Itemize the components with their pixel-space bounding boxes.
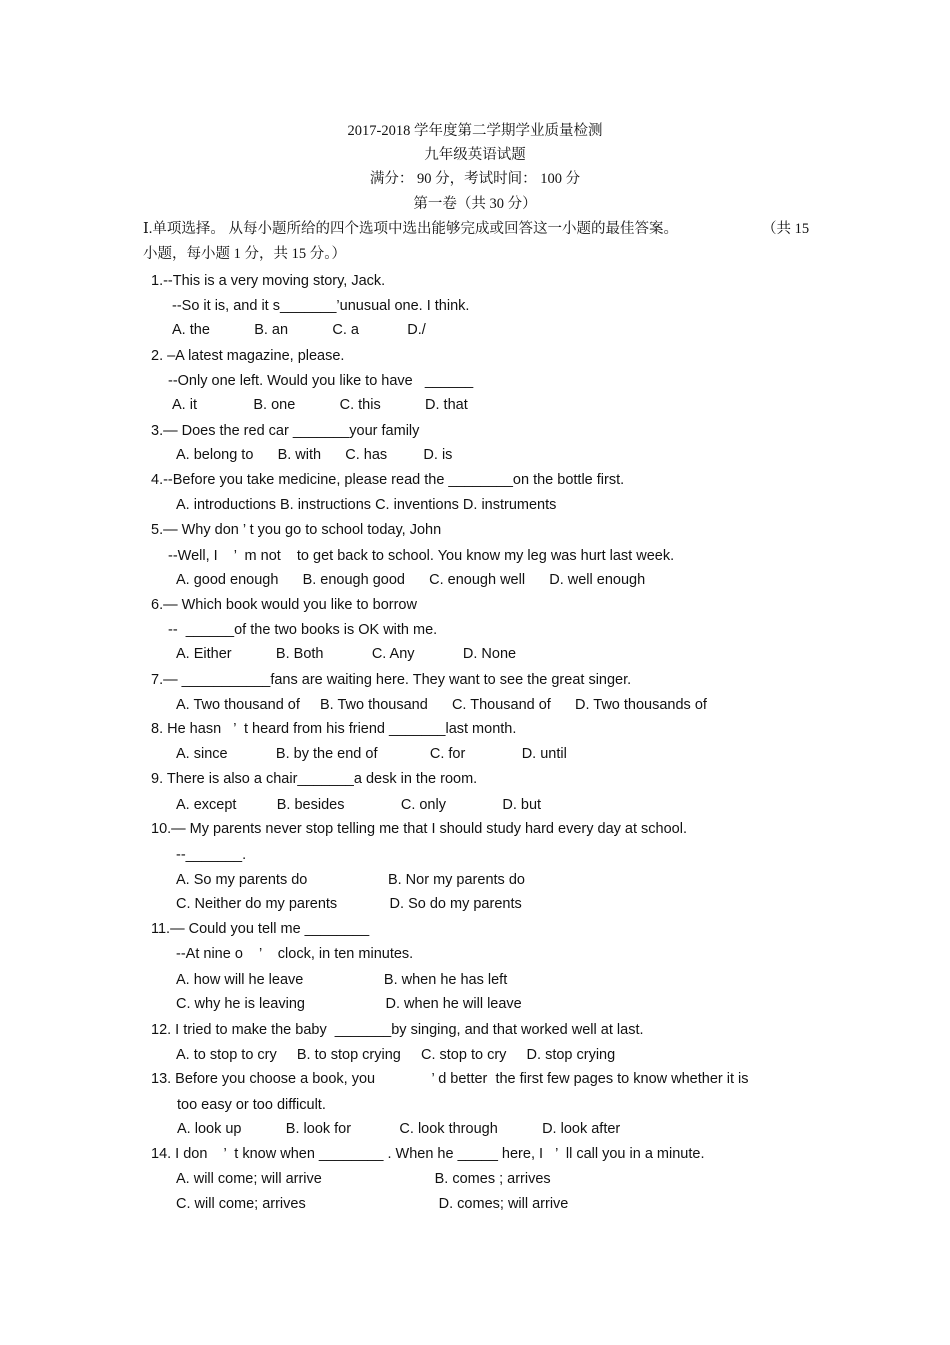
volume-heading: 第一卷（共 30 分） bbox=[413, 196, 537, 212]
question-10: 10.— My parents never stop telling me that I should study hard every day at school. bbox=[151, 821, 687, 837]
question-11-options-cd: C. why he is leaving D. when he will leave bbox=[176, 996, 522, 1012]
section-title: Ⅰ.单项选择。 从每小题所给的四个选项中选出能够完成或回答这一小题的最佳答案。 bbox=[143, 221, 678, 237]
question-3-options: A. belong to B. with C. has D. is bbox=[176, 447, 453, 463]
question-10-reply: --_______. bbox=[176, 847, 247, 863]
question-5: 5.— Why don ’ t you go to school today, John bbox=[151, 522, 442, 538]
question-13: 13. Before you choose a book, you ’ d better the first few pages to know whether it is bbox=[151, 1071, 749, 1087]
question-1: 1.--This is a very moving story, Jack. bbox=[151, 273, 386, 289]
question-14-options-ab: A. will come; will arrive B. comes ; arrives bbox=[176, 1171, 551, 1187]
question-5-options: A. good enough B. enough good C. enough well D. well enough bbox=[176, 572, 646, 588]
question-9: 9. There is also a chair_______a desk in the room. bbox=[151, 771, 478, 787]
section-total: （共 15 bbox=[762, 221, 810, 237]
exam-title: 2017-2018 学年度第二学期学业质量检测 bbox=[347, 123, 603, 139]
question-2-reply: --Only one left. Would you like to have ______ bbox=[168, 373, 474, 389]
question-4-options: A. introductions B. instructions C. inventions D. instruments bbox=[176, 497, 557, 513]
question-13-cont: too easy or too difficult. bbox=[177, 1097, 326, 1113]
question-6-reply: -- ______of the two books is OK with me. bbox=[168, 622, 438, 638]
question-2: 2. –A latest magazine, please. bbox=[151, 348, 345, 364]
question-7-options: A. Two thousand of B. Two thousand C. Thousand of D. Two thousands of bbox=[176, 697, 707, 713]
question-9-options: A. except B. besides C. only D. but bbox=[176, 797, 542, 813]
question-4: 4.--Before you take medicine, please read the ________on the bottle first. bbox=[151, 472, 625, 488]
question-1-options: A. the B. an C. a D./ bbox=[172, 322, 426, 338]
question-8-options: A. since B. by the end of C. for D. until bbox=[176, 746, 567, 762]
question-6-options: A. Either B. Both C. Any D. None bbox=[176, 646, 517, 662]
question-11-options-ab: A. how will he leave B. when he has left bbox=[176, 972, 508, 988]
score-info: 满分： 90 分，考试时间： 100 分 bbox=[369, 171, 581, 187]
question-14-options-cd: C. will come; arrives D. comes; will arrive bbox=[176, 1196, 569, 1212]
question-12: 12. I tried to make the baby _______by singing, and that worked well at last. bbox=[151, 1022, 644, 1038]
question-11-reply: --At nine o ’ clock, in ten minutes. bbox=[176, 946, 414, 962]
question-13-options: A. look up B. look for C. look through D. look after bbox=[177, 1121, 621, 1137]
question-12-options: A. to stop to cry B. to stop crying C. stop to cry D. stop crying bbox=[176, 1047, 616, 1063]
question-5-reply: --Well, I ’ m not to get back to school. You know my leg was hurt last week. bbox=[168, 548, 675, 564]
question-11: 11.— Could you tell me ________ bbox=[151, 921, 370, 937]
question-2-options: A. it B. one C. this D. that bbox=[172, 397, 468, 413]
question-7: 7.— ___________fans are waiting here. They want to see the great singer. bbox=[151, 672, 632, 688]
question-1-reply: --So it is, and it s_______’unusual one. I think. bbox=[172, 298, 470, 314]
question-3: 3.— Does the red car _______your family bbox=[151, 423, 420, 439]
question-8: 8. He hasn ’ t heard from his friend _______last month. bbox=[151, 721, 517, 737]
question-14: 14. I don ’ t know when ________ . When he _____ here, I ’ ll call you in a minute. bbox=[151, 1146, 705, 1162]
exam-subtitle: 九年级英语试题 bbox=[424, 147, 526, 163]
question-10-options-cd: C. Neither do my parents D. So do my parents bbox=[176, 896, 522, 912]
section-title-cont: 小题，每小题 1 分，共 15 分。） bbox=[143, 246, 346, 262]
question-6: 6.— Which book would you like to borrow bbox=[151, 597, 417, 613]
question-10-options-ab: A. So my parents do B. Nor my parents do bbox=[176, 872, 525, 888]
